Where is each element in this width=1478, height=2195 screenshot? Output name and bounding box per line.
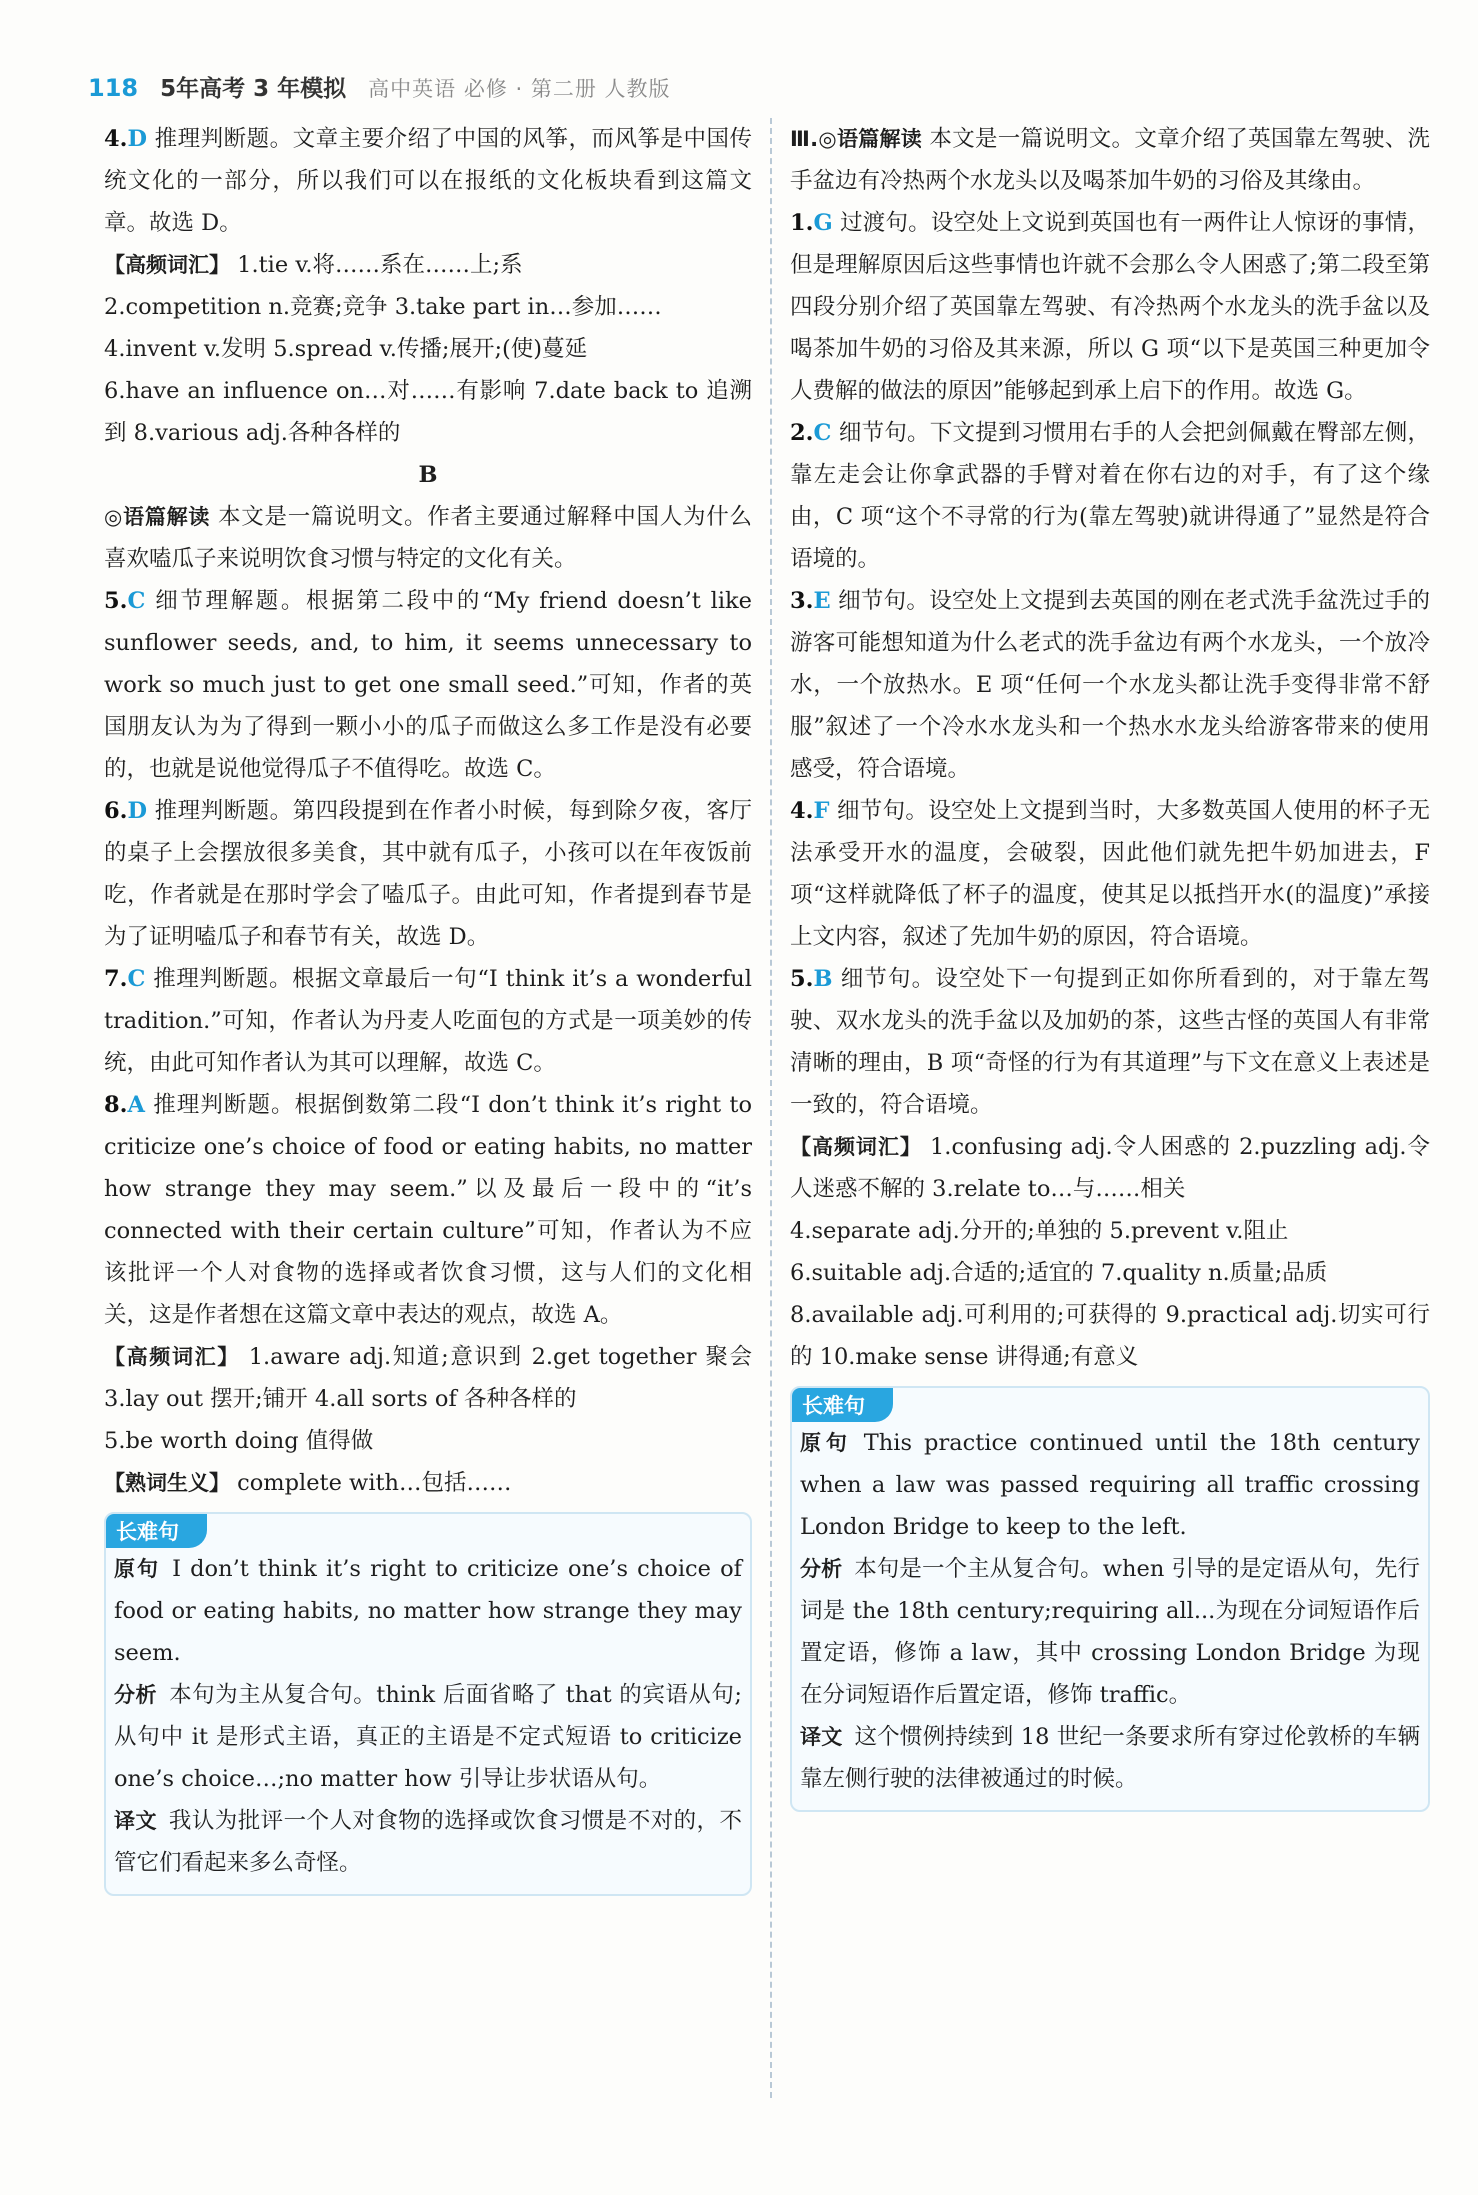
question-1 [790,202,1430,412]
column-divider [770,118,772,2098]
question-text: 细节理解题。根据第二段中的“My friend doesn’t like sunflower seeds, and, to him, it seems unnecessary to work so much just to get one small seed.”可知，作者的英国朋友认为为了得到一颗小小的瓜子而做这么多工作是没有必要的，也就是说他觉得瓜子不值得吃。故选 C。 [104,588,752,782]
question-4-right [790,790,1430,958]
question-6 [104,790,752,958]
vocab-tag: 【高频词汇】 [104,253,230,277]
translation [800,1716,1420,1800]
question-text: 过渡句。设空处上文说到英国也有一两件让人惊讶的事情，但是理解原因后这些事情也许就不会那么令人困惑了;第二段至第四段分别介绍了英国靠左驾驶、有冷热两个水龙头的洗手盆以及喝茶加牛奶的习俗及其来源，所以 G 项“以下是英国三种更加令人费解的做法的原因”能够起到承上启下的作用。故选 G。 [790,210,1430,404]
vocab-text: 1.aware adj.知道;意识到 2.get together 聚会 3.lay out 摆开;铺开 4.all sorts of 各种各样的 [104,1344,752,1412]
vocab-line: 6.suitable adj.合适的;适宜的 7.quality n.质量;品质 [790,1260,1328,1286]
vocab-tag: 【高频词汇】 [104,1345,240,1369]
question-number: 1. [790,210,814,236]
long-sentence-title: 长难句 [106,1514,207,1548]
analysis-label: 分析 [800,1557,843,1581]
translation-text: 我认为批评一个人对食物的选择或饮食习惯是不对的，不管它们看起来多么奇怪。 [114,1808,742,1876]
question-text: 细节句。下文提到习惯用右手的人会把剑佩戴在臀部左侧，靠左走会让你拿武器的手臂对着在你右边的对手，有了这个缘由，C 项“这个不寻常的行为(靠左驾驶)就讲得通了”显然是符合语境的。 [790,420,1430,572]
question-text: 细节句。设空处上文提到当时，大多数英国人使用的杯子无法承受开水的温度，会破裂，因此他们就先把牛奶加进去，F 项“这样就降低了杯子的温度，使其足以抵挡开水(的温度)”承接上文内容，叙述了先加牛奶的原因，符合语境。 [790,798,1430,950]
reading-text: 本文是一篇说明文。文章介绍了英国靠左驾驶、洗手盆边有冷热两个水龙头以及喝茶加牛奶的习俗及其缘由。 [790,126,1431,194]
long-sentence-box [104,1512,752,1896]
vocab-line: 2.competition n.竞赛;竞争 3.take part in…参加…… [104,294,662,320]
page-header [88,70,671,110]
left-column [104,118,752,1896]
question-2 [790,412,1430,580]
book-meta: 高中英语 必修 · 第二册 人教版 [368,77,671,101]
answer-letter: A [127,1092,145,1118]
vocab-line [104,1336,752,1420]
question-number: 5. [790,966,814,992]
question-number: 5. [104,588,128,614]
question-text: 细节句。设空处上文提到去英国的刚在老式洗手盆洗过手的游客可能想知道为什么老式的洗手盆边有两个水龙头，一个放冷水，一个放热水。E 项“任何一个水龙头都让洗手变得非常不舒服”叙述了一个冷水水龙头和一个热水水龙头给游客带来的使用感受，符合语境。 [790,588,1430,782]
question-5 [104,580,752,790]
analysis [114,1674,742,1800]
translation-text: 这个惯例持续到 18 世纪一条要求所有穿过伦敦桥的车辆靠左侧行驶的法律被通过的时候。 [800,1724,1421,1792]
question-text: 推理判断题。文章主要介绍了中国的风筝，而风筝是中国传统文化的一部分，所以我们可以在报纸的文化板块看到这篇文章。故选 D。 [104,126,752,236]
answer-letter: E [813,588,831,614]
translation-label: 译文 [114,1809,157,1833]
original-label: 原句 [800,1431,852,1455]
question-8 [104,1084,752,1336]
original-sentence [800,1422,1420,1548]
familiar-text: complete with…包括…… [230,1470,512,1496]
answer-letter: B [813,966,833,992]
question-number: 4. [790,798,814,824]
question-number: 6. [104,798,128,824]
question-5-right [790,958,1430,1126]
vocab-tag: 【高频词汇】 [790,1135,922,1159]
question-4 [104,118,752,244]
reading-summary [790,118,1430,202]
vocab-text: 1.confusing adj.令人困惑的 2.puzzling adj.令人迷惑不解的 3.relate to…与……相关 [790,1134,1431,1202]
book-brand: 5年高考 3 年模拟 [160,76,347,102]
question-text: 细节句。设空处下一句提到正如你所看到的，对于靠左驾驶、双水龙头的洗手盆以及加奶的茶，这些古怪的英国人有非常清晰的理由，B 项“奇怪的行为有其道理”与下文在意义上表述是一致的，符合语境。 [790,966,1430,1118]
reading-text: 本文是一篇说明文。作者主要通过解释中国人为什么喜欢嗑瓜子来说明饮食习惯与特定的文化有关。 [104,504,752,572]
answer-letter: D [127,798,148,824]
analysis-text: 本句是一个主从复合句。when 引导的是定语从句，先行词是 the 18th century;requiring all...为现在分词短语作后置定语，修饰 a law，其中 crossing London Bridge 为现在分词短语作后置定语，修饰 traffic。 [800,1556,1421,1708]
reading-summary [104,496,752,580]
question-number: 8. [104,1092,128,1118]
question-text: 推理判断题。第四段提到在作者小时候，每到除夕夜，客厅的桌子上会摆放很多美食，其中就有瓜子，小孩可以在年夜饭前吃，作者就是在那时学会了嗑瓜子。由此可知，作者提到春节是为了证明嗑瓜子和春节有关，故选 D。 [104,798,752,950]
question-text: 推理判断题。根据文章最后一句“I think it’s a wonderful tradition.”可知，作者认为丹麦人吃面包的方式是一项美妙的传统，由此可知作者认为其可以理解，故选 C。 [104,966,752,1076]
long-sentence-title: 长难句 [792,1388,893,1422]
answer-letter: G [813,210,833,236]
right-column [790,118,1430,1812]
answer-letter: D [127,126,148,152]
original-text: I don’t think it’s right to criticize one’s choice of food or eating habits, no matter how strange they may seem. [114,1556,743,1666]
analysis-label: 分析 [114,1683,158,1707]
vocab-line: 8.available adj.可利用的;可获得的 9.practical adj.切实可行的 10.make sense 讲得通;有意义 [790,1302,1430,1370]
question-number: 3. [790,588,814,614]
vocab-line: 6.have an influence on…对……有影响 7.date back to 追溯到 8.various adj.各种各样的 [104,378,752,446]
vocab-line: 5.be worth doing 值得做 [104,1428,374,1454]
vocab-line: 4.invent v.发明 5.spread v.传播;展开;(使)蔓延 [104,336,588,362]
question-number: 7. [104,966,128,992]
section-heading: B [418,462,438,488]
question-7 [104,958,752,1084]
familiar-tag: 【熟词生义】 [104,1471,230,1495]
original-sentence [114,1548,742,1674]
answer-letter: C [127,966,146,992]
question-3 [790,580,1430,790]
vocab-line [790,1126,1430,1210]
reading-tag: ◎语篇解读 [104,505,211,529]
answer-letter: C [813,420,832,446]
answer-letter: F [813,798,830,824]
vocab-text: 1.tie v.将……系在……上;系 [230,252,523,278]
page-number: 118 [88,74,139,102]
long-sentence-box [790,1386,1430,1812]
familiar-word [104,1462,752,1504]
question-text: 推理判断题。根据倒数第二段“I don’t think it’s right to criticize one’s choice of food or eating habits, no matter how strange they may seem.”以及最后一段中的“it’s connected with their certain culture”可知，作者认为不应该批评一个人对食物的选择或者饮食习惯，这与人们的文化相关，这是作者想在这篇文章中表达的观点，故选 A。 [104,1092,752,1328]
question-number: 4. [104,126,128,152]
vocab-line [104,244,752,286]
analysis-text: 本句为主从复合句。think 后面省略了 that 的宾语从句;从句中 it 是形式主语，真正的主语是不定式短语 to criticize one’s choice…;no matter how 引导让步状语从句。 [114,1682,743,1792]
vocab-line: 4.separate adj.分开的;单独的 5.prevent v.阻止 [790,1218,1289,1244]
translation-label: 译文 [800,1725,843,1749]
reading-tag: Ⅲ.◎语篇解读 [790,127,923,151]
original-text: This practice continued until the 18th century when a law was passed requiring all traffic crossing London Bridge to keep to the left. [800,1430,1420,1540]
original-label: 原句 [114,1557,161,1581]
question-number: 2. [790,420,814,446]
answer-letter: C [127,588,146,614]
translation [114,1800,742,1884]
analysis [800,1548,1420,1716]
